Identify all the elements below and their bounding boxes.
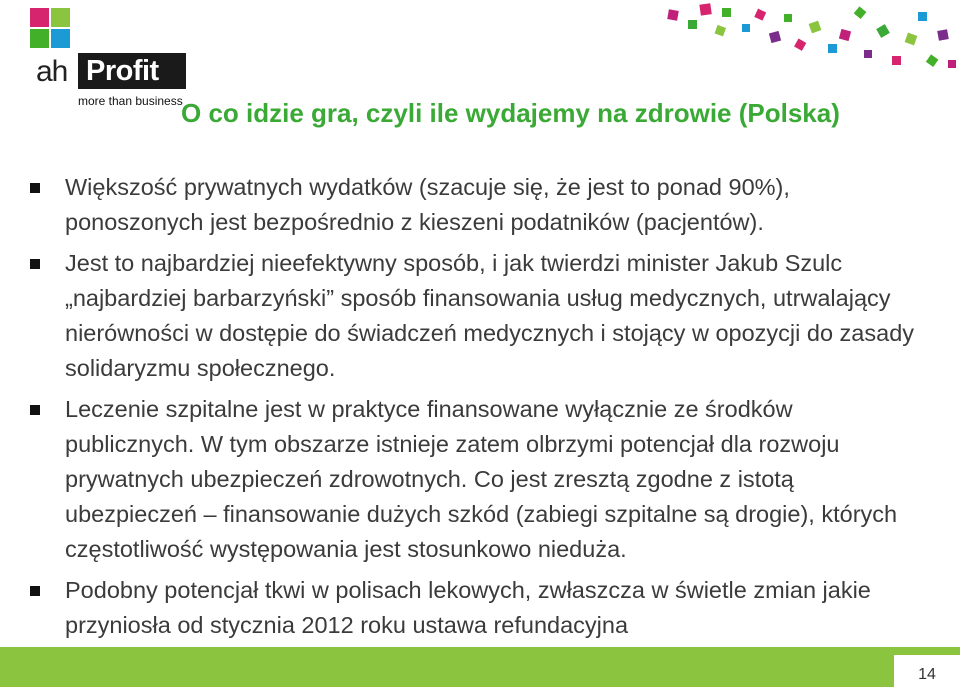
- bullet-text: Jest to najbardziej nieefektywny sposób, i jak twierdzi minister Jakub Szulc „najbardziej barbarzyński” sposób finansowania usług medycznych, utrwalający nierówności w dostępie do świadczeń medycznych i stojący w opozycji do zasady solidaryzmu społecznego.: [65, 250, 915, 381]
- square-bullet-icon: [30, 259, 40, 269]
- page-number: 14: [894, 655, 960, 687]
- square-bullet-icon: [30, 405, 40, 415]
- bullet-item: [28, 392, 928, 567]
- bullet-text: Większość prywatnych wydatków (szacuje się, że jest to ponad 90%), ponoszonych jest bezpośrednio z kieszeni podatników (pacjentów).: [65, 174, 790, 235]
- slide-title: O co idzie gra, czyli ile wydajemy na zdrowie (Polska): [181, 98, 840, 128]
- bullet-item: [28, 246, 928, 386]
- bullet-item: [28, 170, 928, 240]
- decorative-squares-icon: [660, 0, 960, 80]
- bullet-item: [28, 573, 928, 643]
- logo-profit-text: Profit: [78, 53, 186, 89]
- footer-bar: [0, 647, 960, 687]
- ahprofit-logo: [30, 8, 190, 108]
- logo-square-lightgreen: [51, 8, 70, 27]
- logo-tagline: more than business: [78, 94, 183, 108]
- logo-ah-text: ah: [36, 55, 68, 88]
- bullet-text: Podobny potencjał tkwi w polisach lekowych, zwłaszcza w świetle zmian jakie przyniosła od stycznia 2012 roku ustawa refundacyjna: [65, 577, 871, 638]
- bullet-text: Leczenie szpitalne jest w praktyce finansowane wyłącznie ze środków publicznych. W tym obszarze istnieje zatem olbrzymi potencjał dla rozwoju prywatnych ubezpieczeń zdrowotnych. Co jest zresztą zgodne z istotą ubezpieczeń – finansowanie dużych szkód (zabiegi szpitalne są drogie), których częstotliwość występowania jest stosunkowo nieduża.: [65, 396, 898, 562]
- logo-square-blue: [51, 29, 70, 48]
- square-bullet-icon: [30, 183, 40, 193]
- square-bullet-icon: [30, 586, 40, 596]
- logo-square-green: [30, 29, 49, 48]
- bullet-list: [28, 170, 928, 649]
- logo-square-pink: [30, 8, 49, 27]
- logo-squares-icon: [30, 8, 74, 52]
